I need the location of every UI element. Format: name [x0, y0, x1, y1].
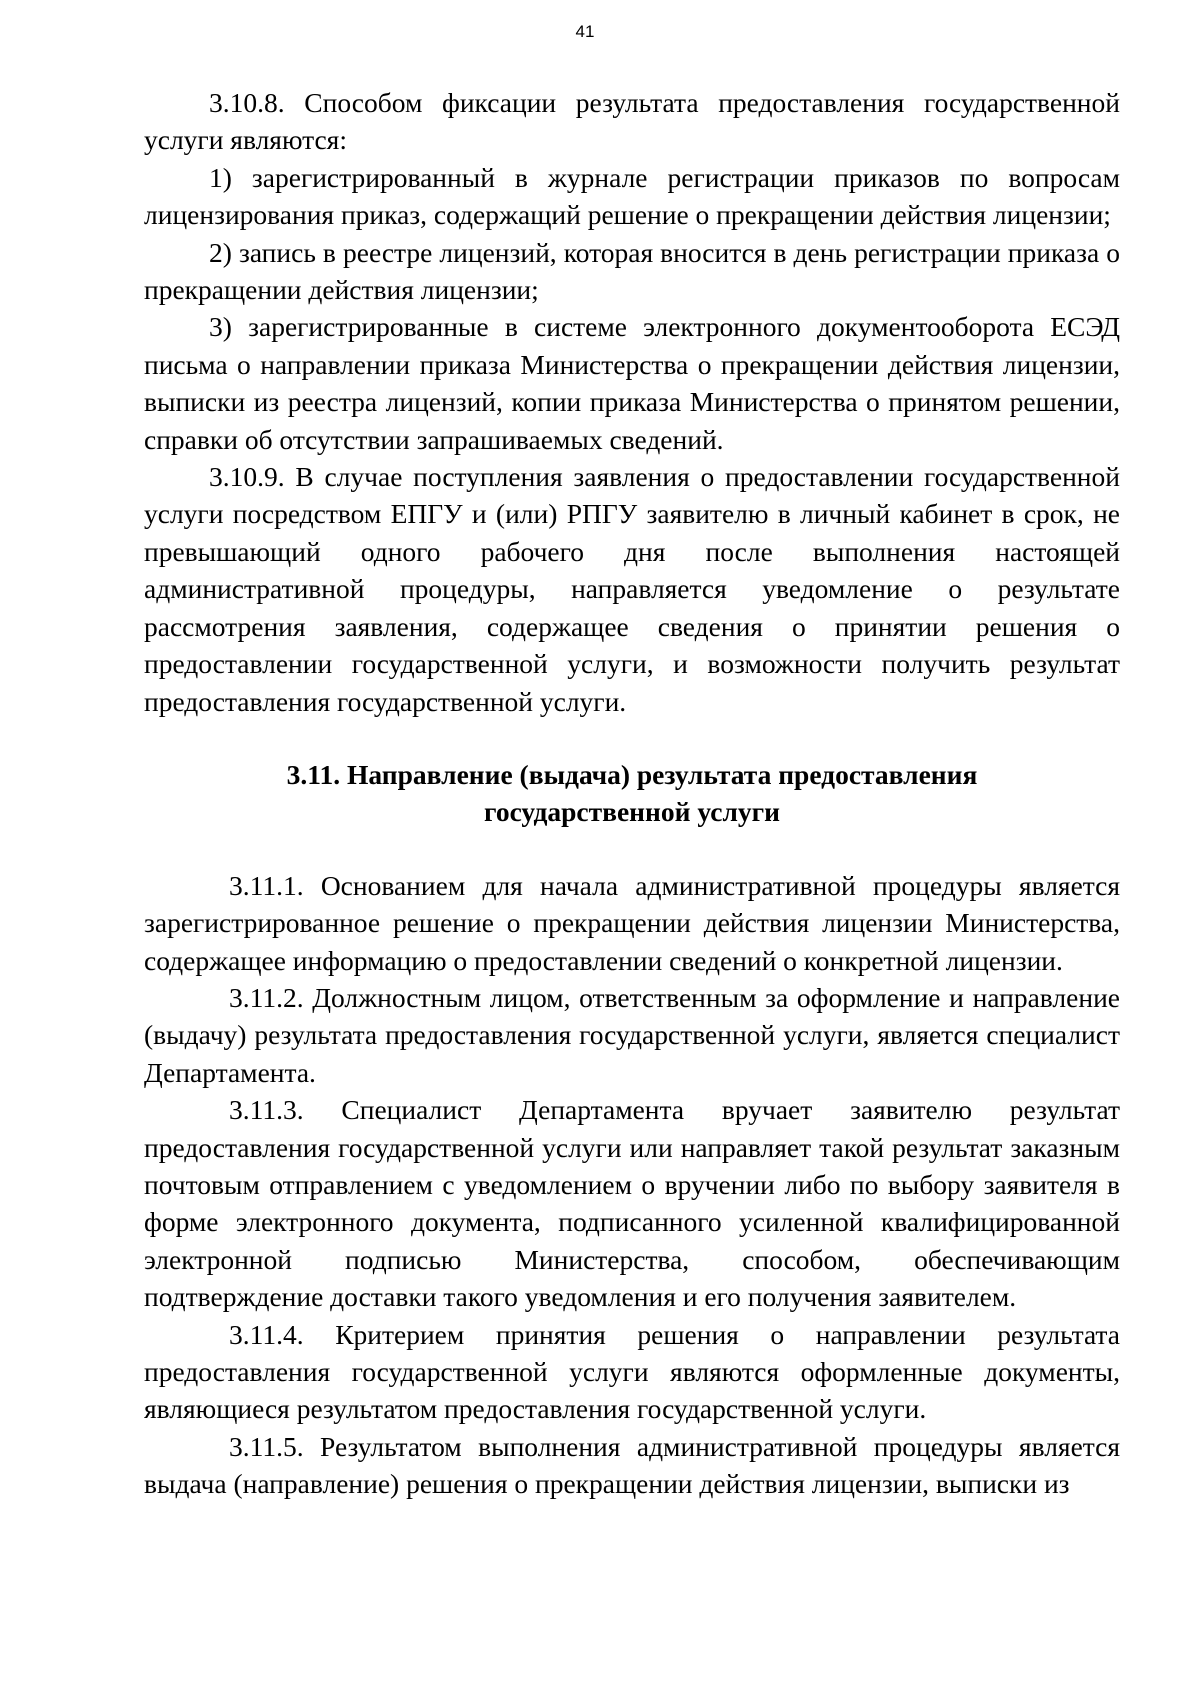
list-item-3: 3) зарегистрированные в системе электронного документооборота ЕСЭД письма о направлении приказа Министерства о прекращении действия лицензии, выписки из реестра лицензий, копии приказа Министерства о принятом решении, справки об отсутствии запрашиваемых сведений. — [144, 311, 1120, 455]
paragraph-3-10-9: 3.10.9. В случае поступления заявления о предоставлении государственной услуги посредством ЕПГУ и (или) РПГУ заявителю в личный кабинет в срок, не превышающий одного рабочего дня после выполнения настоящей административной процедуры, направляется уведомление о результате рассмотрения заявления, содержащее сведения о принятии решения о предоставлении государственной услуги, и возможности получить результат предоставления государственной услуги. — [144, 461, 1120, 717]
list-item-2: 2) запись в реестре лицензий, которая вносится в день регистрации приказа о прекращении действия лицензии; — [144, 236, 1120, 306]
paragraph-3-11-3: 3.11.3. Специалист Департамента вручает заявителю результат предоставления государственной услуги или направляет такой результат заказным почтовым отправлением с уведомлением о вручении либо по выбору заявителя в форме электронного документа, подписанного усиленной квалифицированной электронной подписью Министерства, способом, обеспечивающим подтверждение доставки такого уведомления и его получения заявителем. — [144, 1094, 1120, 1313]
section-heading-line-2: государственной услуги — [484, 796, 780, 828]
list-item-1: 1) зарегистрированный в журнале регистрации приказов по вопросам лицензирования приказ, содержащий решение о прекращении действия лицензии; — [144, 161, 1120, 231]
page-number: 41 — [575, 22, 595, 41]
paragraph-3-11-1: 3.11.1. Основанием для начала административной процедуры является зарегистрированное решение о прекращении действия лицензии Министерства, содержащее информацию о предоставлении сведений о конкретной лицензии. — [144, 869, 1120, 976]
section-heading-3-11 — [144, 756, 1120, 831]
paragraph-3-11-2: 3.11.2. Должностным лицом, ответственным за оформление и направление (выдачу) результата предоставления государственной услуги, является специалист Департамента. — [144, 981, 1120, 1088]
paragraph-3-11-4: 3.11.4. Критерием принятия решения о направлении результата предоставления государственной услуги являются оформленные документы, являющиеся результатом предоставления государственной услуги. — [144, 1318, 1120, 1425]
section-heading-line-1: 3.11. Направление (выдача) результата предоставления — [286, 758, 978, 790]
document-body — [144, 84, 1120, 1503]
paragraph-3-11-5: 3.11.5. Результатом выполнения административной процедуры является выдача (направление) решения о прекращении действия лицензии, выписки из — [144, 1430, 1120, 1500]
paragraph-3-10-8: 3.10.8. Способом фиксации результата предоставления государственной услуги являются: — [144, 87, 1120, 156]
